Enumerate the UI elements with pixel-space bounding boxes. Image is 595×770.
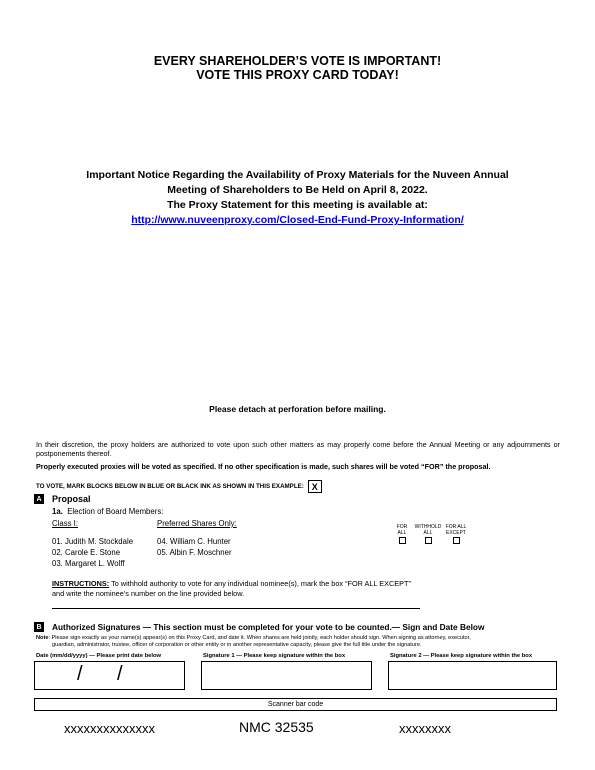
- signature-note: [36, 635, 566, 649]
- section-b-title: Authorized Signatures — This section must be completed for your vote to be counted.— Sign and Date Below: [52, 622, 485, 632]
- scanner-barcode-label: Scanner bar code: [267, 701, 324, 708]
- vote-label: FOR ALL: [445, 524, 467, 530]
- vote-for-all-except: [443, 524, 469, 544]
- signature-1-label: Signature 1 — Please keep signature within the box: [203, 653, 346, 659]
- proposal-number: 1a.: [52, 507, 63, 516]
- example-label: TO VOTE, MARK BLOCKS BELOW IN BLUE OR BLACK INK AS SHOWN IN THIS EXAMPLE:: [36, 483, 304, 490]
- nominees-right: [157, 536, 232, 558]
- header-line-1: EVERY SHAREHOLDER’S VOTE IS IMPORTANT!: [153, 54, 442, 68]
- vote-withhold-all: [414, 524, 442, 544]
- vote-label: EXCEPT: [445, 530, 466, 536]
- discretion-text: In their discretion, the proxy holders are authorized to vote upon such other matters as may properly come before the Annual Meeting or any adjournments or postponements thereof.: [36, 440, 560, 458]
- nominee: 04. William C. Hunter: [157, 537, 231, 546]
- date-label: Date (mm/dd/yyyy) — Please print date below: [36, 653, 161, 659]
- nominees-left: [52, 536, 133, 569]
- example-mark-box: X: [308, 480, 322, 493]
- instructions: [52, 579, 411, 599]
- date-separator: /: [77, 663, 83, 685]
- nominee: 05. Albin F. Moschner: [157, 548, 232, 557]
- withhold-all-checkbox[interactable]: [425, 537, 432, 544]
- proposal-item: [52, 507, 163, 516]
- notice-line-3: The Proxy Statement for this meeting is available at:: [167, 199, 428, 211]
- date-separator: /: [117, 663, 123, 685]
- instructions-text-2: and write the nominee’s number on the line provided below.: [52, 589, 245, 598]
- section-a-title: Proposal: [52, 494, 91, 504]
- example-row: [36, 480, 322, 493]
- instructions-text: To withhold authority to vote for any individual nominee(s), mark the box “FOR ALL EXCEPT”: [109, 579, 411, 588]
- vote-for-all: [392, 524, 412, 544]
- nominee: 03. Margaret L. Wolff: [52, 559, 125, 568]
- vote-label: FOR: [396, 524, 408, 530]
- nominee-number-line[interactable]: [52, 608, 420, 609]
- footer-center-code: NMC 32535: [239, 719, 314, 735]
- class-header: Class I:: [52, 519, 78, 528]
- proposal-text: Election of Board Members:: [67, 507, 164, 516]
- signature-1-field[interactable]: [201, 661, 372, 690]
- proxy-statement-link[interactable]: http://www.nuveenproxy.com/Closed-End-Fund-Proxy-Information/: [131, 214, 464, 226]
- properly-executed-text: Properly executed proxies will be voted as specified. If no other specification is made, such shares will be voted “FOR” the proposal.: [36, 462, 491, 471]
- for-all-checkbox[interactable]: [399, 537, 406, 544]
- nominee: 02. Carole E. Stone: [52, 548, 121, 557]
- section-b-badge: B: [34, 622, 44, 632]
- instructions-label: INSTRUCTIONS:: [52, 579, 110, 588]
- date-field[interactable]: [34, 661, 185, 690]
- vote-label: ALL: [423, 530, 433, 536]
- nominee: 01. Judith M. Stockdale: [52, 537, 134, 546]
- vote-label: ALL: [397, 530, 407, 536]
- note-label: Note: [36, 635, 49, 641]
- notice-link-row: [40, 213, 555, 229]
- note-text-2: guardian, administrator, trustee, officer of corporation or other entity or in another representative capacity, please give the full title under the signature.: [52, 642, 422, 648]
- note-text: : Please sign exactly as your name(s) appear(s) on this Proxy Card, and date it. When shares are held jointly, each holder should sign. When signing as attorney, executor,: [48, 635, 471, 641]
- scanner-barcode-box: [34, 698, 557, 711]
- header-line-2: VOTE THIS PROXY CARD TODAY!: [196, 68, 399, 82]
- footer-right-code: xxxxxxxx: [399, 721, 451, 736]
- vote-label: WITHHOLD: [414, 524, 442, 530]
- notice-line-2: Meeting of Shareholders to Be Held on April 8, 2022.: [167, 184, 428, 196]
- footer-left-code: xxxxxxxxxxxxxx: [64, 721, 155, 736]
- section-a-badge: A: [34, 494, 44, 504]
- signature-2-field[interactable]: [388, 661, 557, 690]
- detach-instruction: Please detach at perforation before mailing.: [209, 404, 386, 414]
- for-all-except-checkbox[interactable]: [453, 537, 460, 544]
- preferred-header: Preferred Shares Only:: [157, 519, 237, 528]
- signature-2-label: Signature 2 — Please keep signature within the box: [390, 653, 533, 659]
- notice-line-1: Important Notice Regarding the Availability of Proxy Materials for the Nuveen Annual: [86, 169, 509, 181]
